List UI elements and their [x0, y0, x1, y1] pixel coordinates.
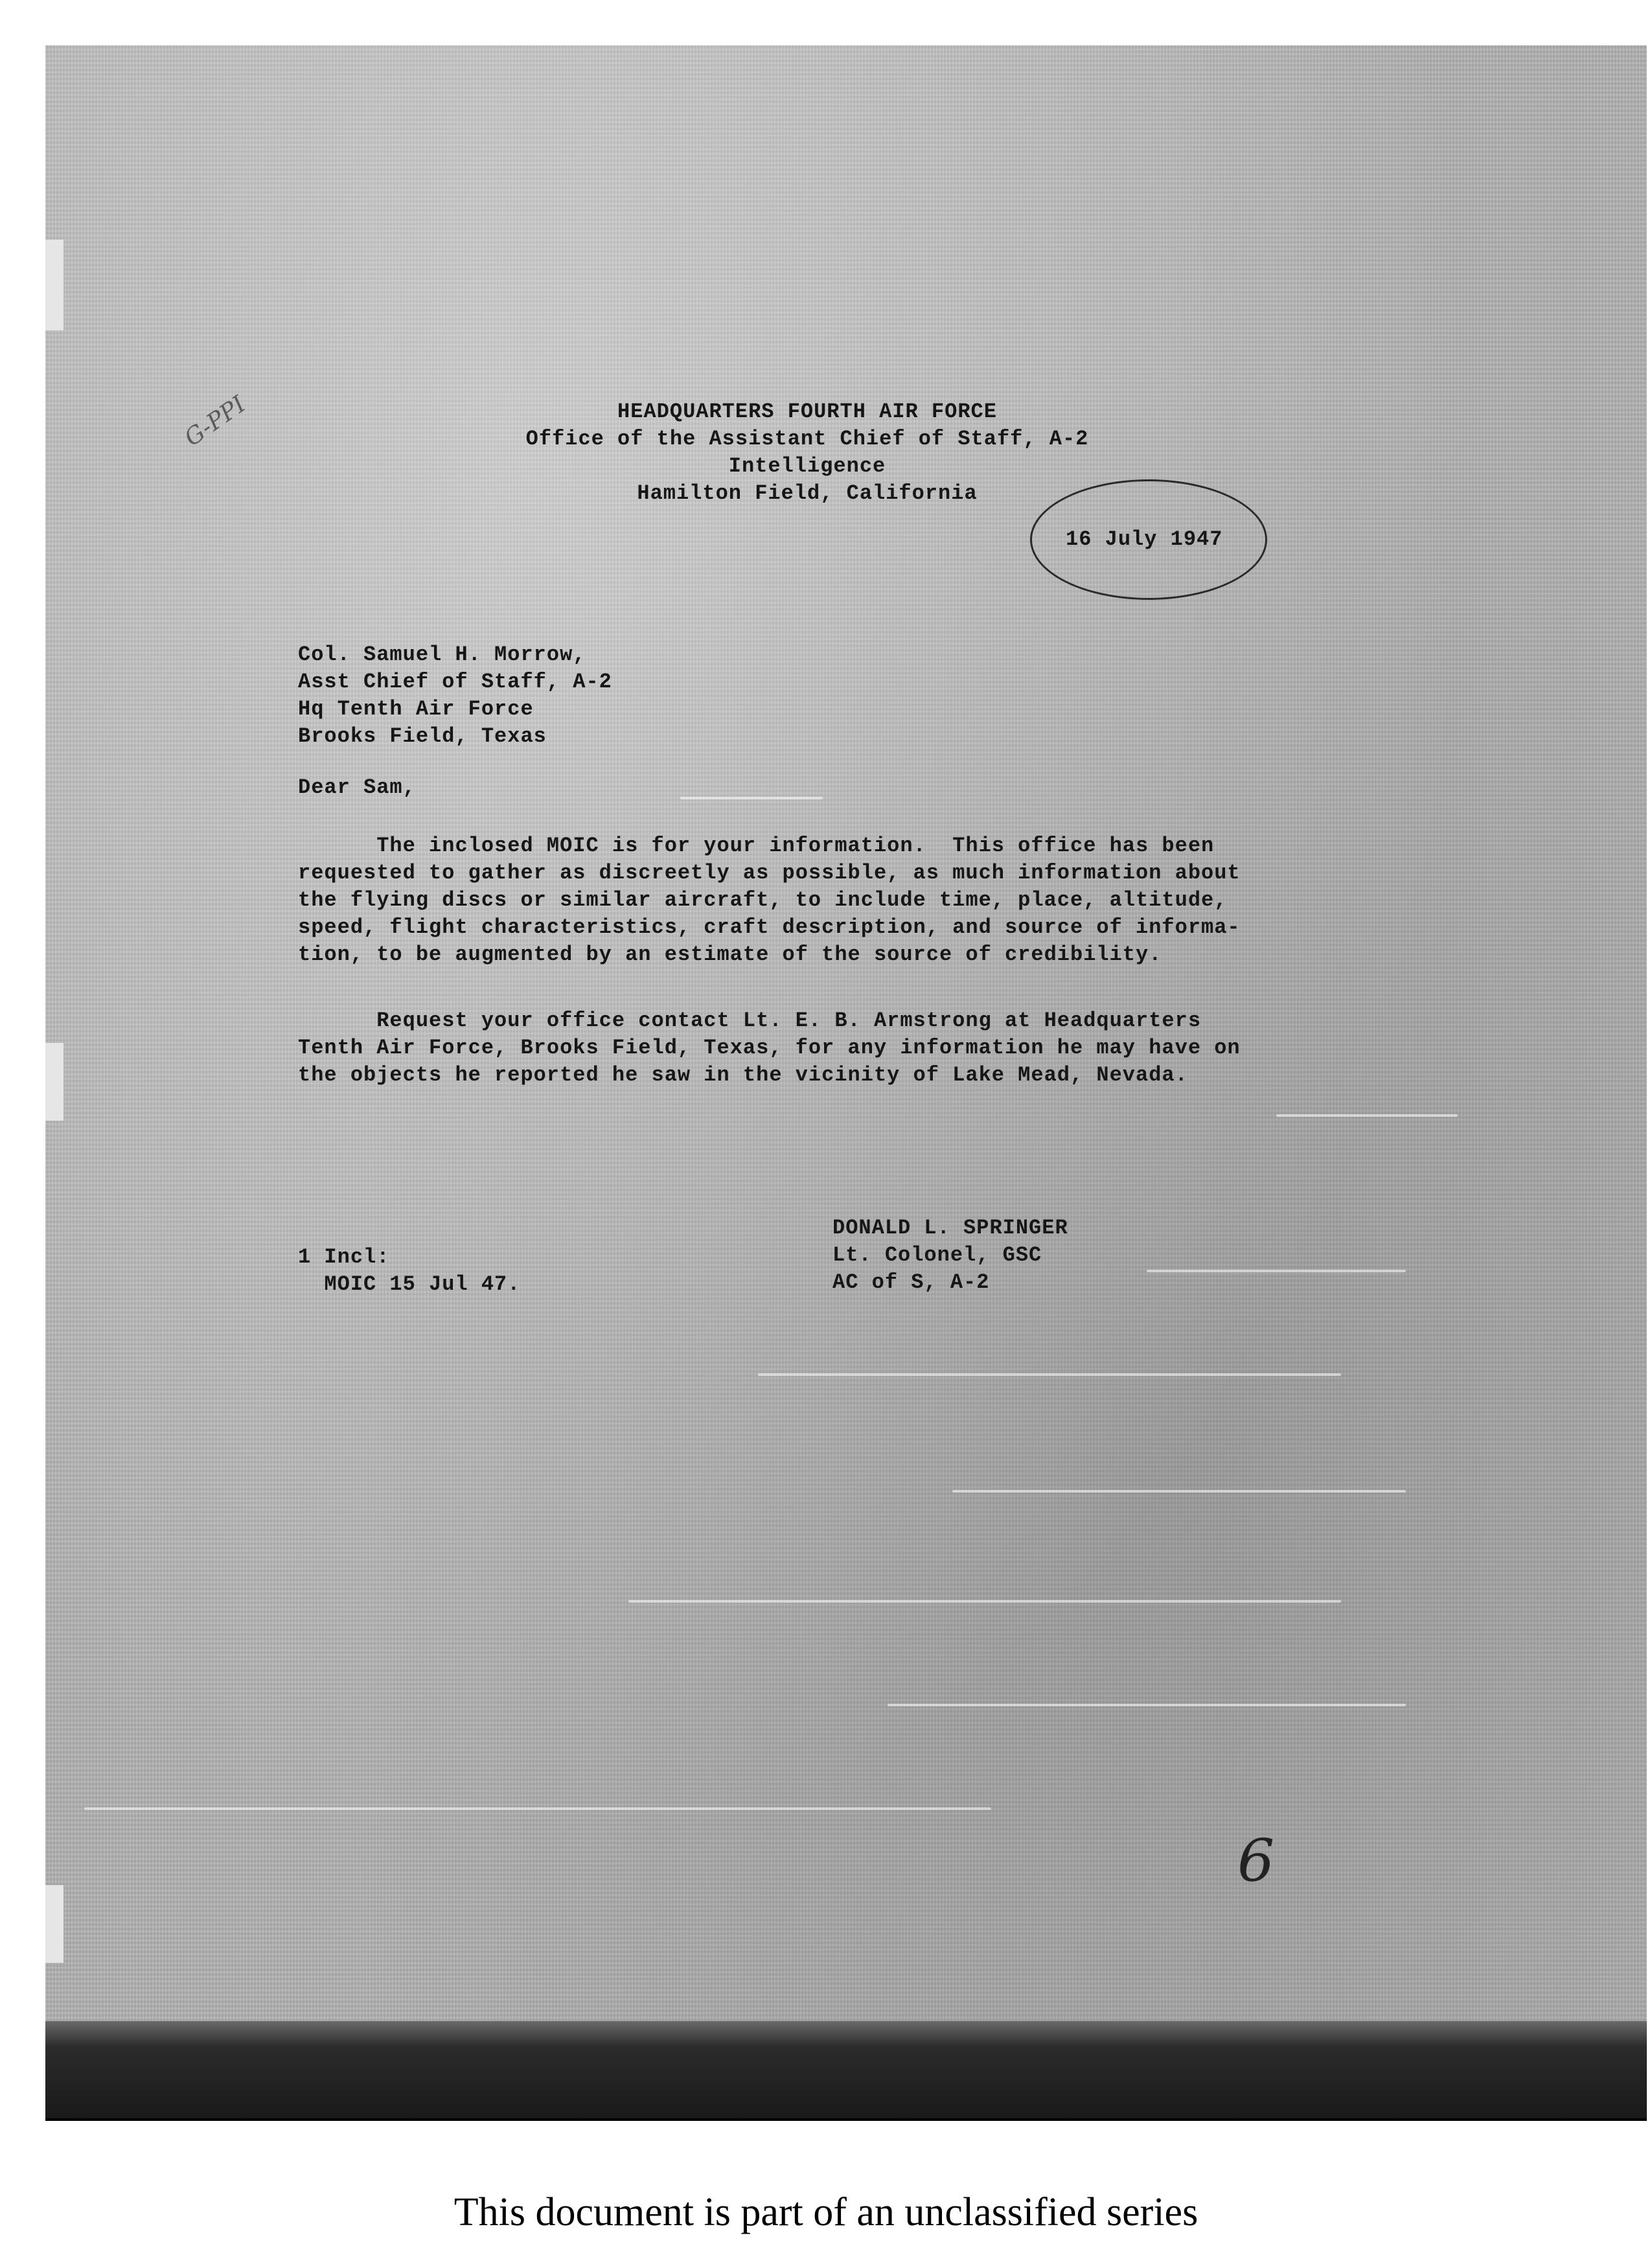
scan-streak	[952, 1490, 1406, 1493]
letterhead-line: Intelligence	[728, 454, 886, 478]
scan-margin-mark	[45, 240, 63, 330]
scan-streak	[758, 1373, 1341, 1376]
scan-margin-mark	[45, 1885, 63, 1963]
letterhead	[45, 398, 1647, 507]
inclosure-line: MOIC 15 Jul 47.	[298, 1272, 521, 1296]
body-line: The inclosed MOIC is for your information. This office has been	[298, 834, 1215, 858]
scan-streak	[628, 1600, 1341, 1603]
footer-divider	[45, 2118, 1647, 2121]
footer-caption: This document is part of an unclassified series	[453, 2190, 1199, 2234]
recipient-line: Asst Chief of Staff, A-2	[298, 670, 612, 694]
body-line: speed, flight characteristics, craft description, and source of informa-	[298, 915, 1241, 939]
salutation: Dear Sam,	[298, 775, 416, 799]
inclosure-note	[298, 1244, 520, 1298]
inclosure-line: 1 Incl:	[298, 1245, 390, 1269]
recipient-line: Col. Samuel H. Morrow,	[298, 643, 586, 667]
body-paragraph-2	[298, 1007, 1302, 1089]
scanned-letter	[45, 45, 1647, 2118]
body-line: requested to gather as discreetly as possible, as much information about	[298, 861, 1241, 885]
handwritten-page-number: 6	[1237, 1827, 1275, 1895]
body-paragraph-1	[298, 832, 1302, 968]
scan-streak	[84, 1807, 991, 1810]
letter-date: 16 July 1947	[1066, 527, 1223, 551]
body-line: tion, to be augmented by an estimate of the source of credibility.	[298, 943, 1162, 967]
signature-line: AC of S, A-2	[832, 1270, 990, 1294]
letterhead-line: Hamilton Field, California	[637, 481, 978, 505]
scan-margin-mark	[45, 1043, 63, 1121]
scan-streak	[680, 797, 823, 799]
signature-line: Lt. Colonel, GSC	[832, 1243, 1042, 1267]
scan-streak	[1147, 1270, 1406, 1272]
handwritten-margin-note: G-PPI	[179, 391, 251, 452]
body-line: the objects he reported he saw in the vicinity of Lake Mead, Nevada.	[298, 1063, 1188, 1087]
recipient-line: Hq Tenth Air Force	[298, 697, 534, 721]
recipient-address	[298, 641, 612, 750]
recipient-line: Brooks Field, Texas	[298, 724, 547, 748]
scan-bottom-edge	[45, 2021, 1647, 2118]
letterhead-line: Office of the Assistant Chief of Staff, A-2	[525, 427, 1089, 451]
scan-streak	[1276, 1114, 1458, 1117]
body-line: Request your office contact Lt. E. B. Armstrong at Headquarters	[298, 1009, 1202, 1033]
letterhead-line: HEADQUARTERS FOURTH AIR FORCE	[617, 400, 997, 424]
body-line: the flying discs or similar aircraft, to include time, place, altitude,	[298, 888, 1228, 912]
signature-line: DONALD L. SPRINGER	[832, 1216, 1068, 1240]
body-line: Tenth Air Force, Brooks Field, Texas, for any information he may have on	[298, 1036, 1241, 1060]
signature-block	[832, 1215, 1068, 1296]
scan-streak	[888, 1704, 1406, 1706]
